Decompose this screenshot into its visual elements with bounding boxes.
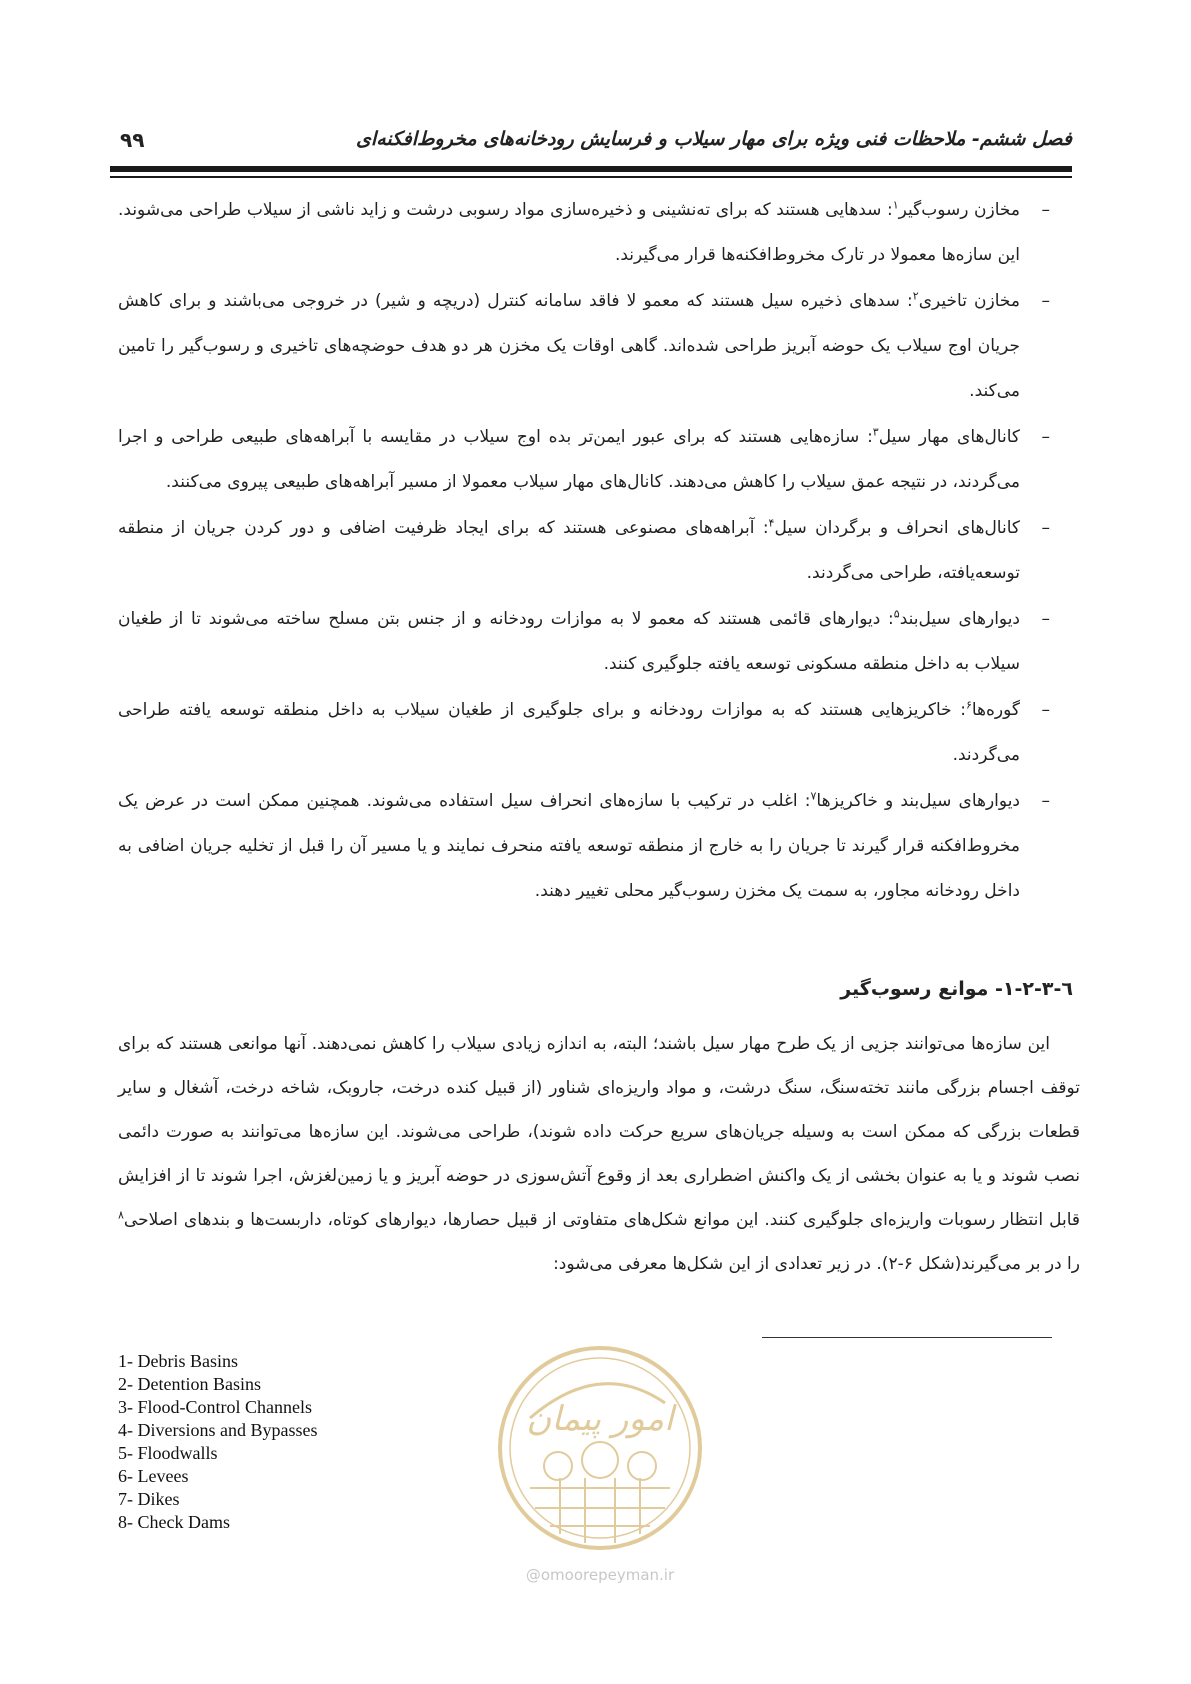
logo-text: امور پیمان — [526, 1399, 674, 1439]
body-paragraph — [118, 1022, 1080, 1286]
footnote-ref: ۴ — [768, 516, 775, 530]
footnote-ref: ۵ — [893, 607, 900, 621]
list-item — [118, 279, 1050, 414]
bullet-term: گوره‌ها — [971, 700, 1020, 720]
watermark-logo — [490, 1338, 710, 1608]
paragraph-text-end: را در بر می‌گیرند(شکل ۶-۲). در زیر تعدادی از این شکل‌ها معرفی می‌شود: — [553, 1254, 1080, 1274]
footnote-ref: ۳ — [872, 425, 879, 439]
footnote-ref: ۶ — [965, 698, 972, 712]
bullet-term: مخازن تاخیری — [918, 291, 1021, 311]
footnote: 8- Check Dams — [118, 1512, 230, 1532]
footnote: 6- Levees — [118, 1466, 189, 1486]
list-item — [118, 188, 1050, 278]
watermark-url: @omoorepeyman.ir — [525, 1566, 675, 1584]
header-rule — [110, 166, 1072, 172]
footnote-ref: ۲ — [912, 289, 919, 303]
footnote-separator — [762, 1337, 1052, 1338]
header-rule-thin — [110, 176, 1072, 178]
bullet-text: : سازه‌هایی هستند که برای عبور ایمن‌تر بده اوج سیلاب در مقایسه با آبراهه‌های طبیعی طراحی و اجرا می‌گردند، در نتیجه عمق سیلاب را کاهش می‌دهند. کانال‌های مهار سیلاب معمولا از مسیر آبراهه‌های طبیعی پیروی می‌کنند. — [118, 427, 1020, 492]
list-item — [118, 779, 1050, 914]
bullet-dash: – — [1041, 291, 1050, 311]
footnote: 5- Floodwalls — [118, 1443, 218, 1463]
page-number: ۹۹ — [120, 128, 145, 152]
footnote-ref: ۸ — [118, 1208, 124, 1222]
logo-emblem-icon — [490, 1338, 710, 1563]
bullet-dash: – — [1041, 427, 1050, 447]
footnote: 7- Dikes — [118, 1489, 180, 1509]
footnote: 1- Debris Basins — [118, 1351, 238, 1371]
bullet-text: : اغلب در ترکیب با سازه‌های انحراف سیل استفاده می‌شوند. همچنین ممکن است در عرض یک مخروط‌افکنه قرار گیرند تا جریان را به خارج از منطقه توسعه یافته منحرف نمایند و یا مسیر آن را قبل از تخلیه جریان اضافی به داخل رودخانه مجاور، به سمت یک مخزن رسوب‌گیر محلی تغییر دهند. — [118, 791, 1020, 901]
bullet-text: : خاکریزهایی هستند که به موازات رودخانه و برای جلوگیری از طغیان سیلاب به داخل منطقه توسعه یافته طراحی می‌گردند. — [118, 700, 1020, 765]
bullet-term: مخازن رسوب‌گیر — [898, 200, 1020, 220]
bullet-list — [118, 188, 1050, 915]
list-item — [118, 415, 1050, 505]
bullet-text: : آبراهه‌های مصنوعی هستند که برای ایجاد ظرفیت اضافی و دور کردن جریان از منطقه توسعه‌یافته، طراحی می‌گردند. — [118, 518, 1020, 583]
section-heading: ٦-٣-٢-١- موانع رسوب‌گیر — [840, 978, 1073, 1000]
bullet-term: دیوارهای سیل‌بند و خاکریزها — [816, 791, 1020, 811]
bullet-dash: – — [1041, 791, 1050, 811]
running-header — [110, 128, 1072, 158]
footnote: 4- Diversions and Bypasses — [118, 1420, 318, 1440]
bullet-term: دیوارهای سیل‌بند — [899, 609, 1021, 629]
bullet-text: : دیوارهای قائمی هستند که معمو لا به موازات رودخانه و از جنس بتن مسلح ساخته می‌شوند تا از طغیان سیلاب به داخل منطقه مسکونی توسعه یافته جلوگیری کنند. — [118, 609, 1020, 674]
bullet-text: : سدهایی هستند که برای ته‌نشینی و ذخیره‌سازی مواد رسوبی درشت و زاید ناشی از سیلاب طراحی می‌شوند. این سازه‌ها معمولا در تارک مخروط‌افکنه‌ها قرار می‌گیرند. — [118, 200, 1020, 265]
footnotes — [118, 1350, 317, 1534]
bullet-dash: – — [1041, 700, 1050, 720]
list-item — [118, 597, 1050, 687]
chapter-title: فصل ششم- ملاحظات فنی ویژه برای مهار سیلاب و فرسایش رودخانه‌های مخروط‌افکنه‌ای — [356, 128, 1072, 150]
footnote-ref: ۷ — [810, 789, 817, 803]
footnote-ref: ۱ — [892, 198, 899, 212]
footnote: 2- Detention Basins — [118, 1374, 261, 1394]
footnote: 3- Flood-Control Channels — [118, 1397, 312, 1417]
bullet-dash: – — [1041, 200, 1050, 220]
bullet-dash: – — [1041, 609, 1050, 629]
list-item — [118, 688, 1050, 778]
paragraph-text: این سازه‌ها می‌توانند جزیی از یک طرح مهار سیل باشند؛ البته، به اندازه زیادی سیلاب را کاهش نمی‌دهند. آنها موانعی هستند که برای توقف اجسام بزرگی مانند تخته‌سنگ، سنگ درشت، و مواد واریزه‌ای شناور (از قبیل کنده درخت، جاروبک، شاخه درخت، آشغال و سایر قطعات بزرگی که ممکن است به وسیله جریان‌های سریع حرکت داده شوند)، طراحی می‌شوند. این سازه‌ها می‌توانند به صورت دائمی نصب شوند و یا به عنوان بخشی از یک واکنش اضطراری بعد از وقوع آتش‌سوزی در حوضه آبریز و یا زمین‌لغزش، اجرا شوند تا از افزایش قابل انتظار رسوبات واریزه‌ای جلوگیری کنند. این موانع شکل‌های متفاوتی از قبیل حصارها، دیوارهای کوتاه، داربست‌ها و بندهای اصلاحی — [118, 1034, 1080, 1230]
list-item — [118, 506, 1050, 596]
bullet-text: : سدهای ذخیره سیل هستند که معمو لا فاقد سامانه کنترل (دریچه و شیر) در خروجی می‌باشند و برای کاهش جریان اوج سیلاب یک حوضه آبریز طراحی شده‌اند. گاهی اوقات یک مخزن هر دو هدف حوضچه‌های تاخیری و رسوب‌گیر را تامین می‌کند. — [118, 291, 1020, 401]
bullet-term: کانال‌های انحراف و برگردان سیل — [774, 518, 1020, 538]
bullet-term: کانال‌های مهار سیل — [878, 427, 1020, 447]
bullet-dash: – — [1041, 518, 1050, 538]
